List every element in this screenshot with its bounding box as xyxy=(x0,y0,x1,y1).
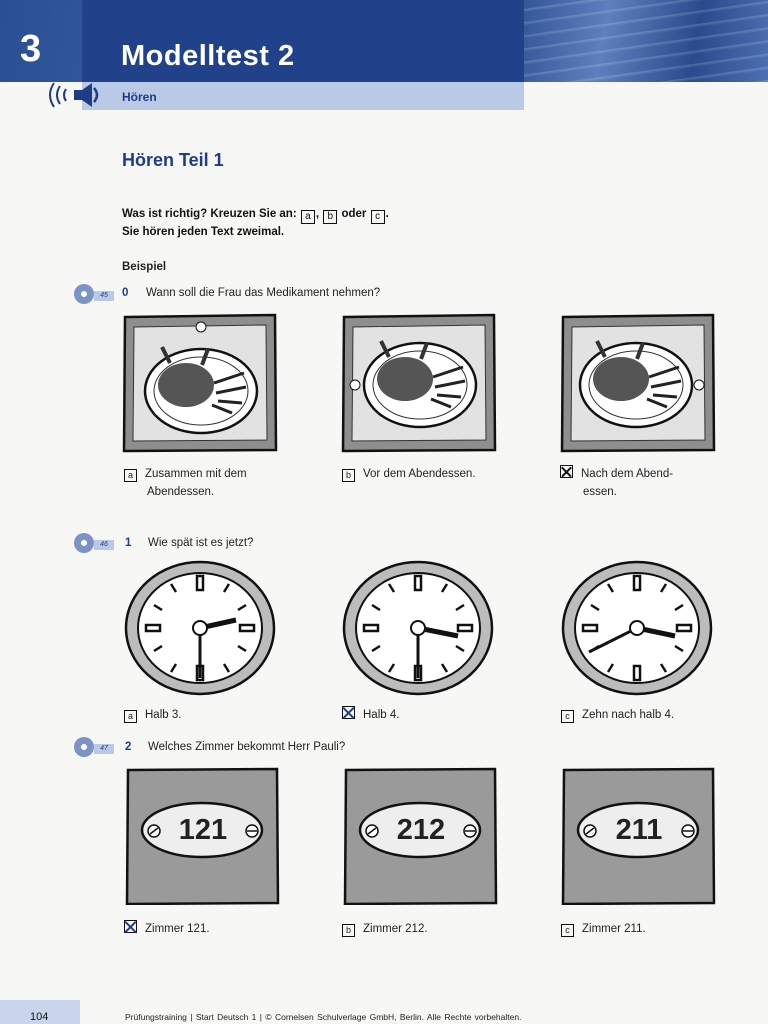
option-a[interactable] xyxy=(124,465,247,501)
section-title: Hören Teil 1 xyxy=(122,150,224,170)
option-text-line2: essen. xyxy=(583,486,617,498)
question-text: Wie spät ist es jetzt? xyxy=(148,537,254,549)
checkbox-c[interactable]: c xyxy=(561,924,574,937)
option-b[interactable] xyxy=(342,706,399,724)
track-number: 47 xyxy=(94,744,114,754)
question-number: 0 xyxy=(122,287,129,299)
checkbox-c-checked[interactable] xyxy=(560,465,573,478)
room-number: 211 xyxy=(615,814,663,846)
checkbox-b[interactable]: b xyxy=(342,469,355,482)
page-number: 104 xyxy=(30,1011,49,1023)
track-number: 46 xyxy=(94,540,114,550)
option-text: Zehn nach halb 4. xyxy=(582,709,675,721)
option-c[interactable] xyxy=(561,706,674,724)
option-c[interactable] xyxy=(560,465,673,501)
option-text: Halb 3. xyxy=(145,709,182,721)
chapter-number: 3 xyxy=(20,28,42,70)
page-title: Modelltest 2 xyxy=(121,40,295,72)
checkbox-c[interactable]: c xyxy=(561,710,574,723)
option-text: Vor dem Abendessen. xyxy=(363,468,476,480)
page-number-tab xyxy=(0,1000,80,1024)
question-number: 1 xyxy=(125,537,132,549)
option-text: Zimmer 211. xyxy=(582,923,646,935)
option-text: Nach dem Abend- xyxy=(581,468,674,480)
option-a[interactable] xyxy=(124,706,181,724)
instructions: Was ist richtig? Kreuzen Sie an: a , b oder c . Sie hören jeden Text zweimal. xyxy=(122,208,389,238)
answer-box-a: a xyxy=(301,210,315,224)
answer-box-c: c xyxy=(371,210,385,224)
option-text-line2: Abendessen. xyxy=(147,486,215,498)
plate-picture-c xyxy=(560,313,716,453)
option-a[interactable] xyxy=(124,920,210,938)
plate-picture-a xyxy=(122,313,278,453)
room-sign-picture-a xyxy=(125,767,280,905)
cd-track-icon xyxy=(74,737,118,753)
checkbox-a[interactable]: a xyxy=(124,469,137,482)
room-sign-picture-c xyxy=(561,767,716,905)
cd-track-icon xyxy=(74,533,118,549)
clock-picture-c xyxy=(561,560,713,696)
room-sign-picture-b xyxy=(343,767,498,905)
clock-picture-a xyxy=(124,560,276,696)
cd-track-icon xyxy=(74,284,118,300)
checkbox-a[interactable]: a xyxy=(124,710,137,723)
example-label: Beispiel xyxy=(122,261,167,273)
checkbox-b-checked[interactable] xyxy=(342,706,355,719)
room-number: 121 xyxy=(178,814,228,846)
room-number: 212 xyxy=(396,814,446,846)
checkbox-b[interactable]: b xyxy=(342,924,355,937)
instructions-period: . xyxy=(385,208,389,220)
checkbox-a-checked[interactable] xyxy=(124,920,137,933)
instructions-prefix: Was ist richtig? Kreuzen Sie an: xyxy=(122,208,297,220)
option-text: Zusammen mit dem xyxy=(145,468,247,480)
option-text: Zimmer 212. xyxy=(363,923,428,935)
speaker-icon xyxy=(44,78,110,112)
answer-box-b: b xyxy=(323,210,337,224)
option-b[interactable] xyxy=(342,465,476,483)
question-text: Wann soll die Frau das Medikament nehmen? xyxy=(146,287,381,299)
option-b[interactable] xyxy=(342,920,428,938)
footer-text: Prüfungstraining | Start Deutsch 1 | © Cornelsen Schulverlage GmbH, Berlin. Alle Rechte vorbehalten. xyxy=(125,1012,522,1022)
header-decoration xyxy=(520,0,768,82)
option-text: Zimmer 121. xyxy=(145,923,210,935)
option-text: Halb 4. xyxy=(363,709,400,721)
clock-picture-b xyxy=(342,560,494,696)
instructions-line2: Sie hören jeden Text zweimal. xyxy=(122,226,285,238)
option-c[interactable] xyxy=(561,920,646,938)
question-number: 2 xyxy=(125,741,132,753)
track-number: 45 xyxy=(94,291,114,301)
question-text: Welches Zimmer bekommt Herr Pauli? xyxy=(148,741,346,753)
instructions-oder: oder xyxy=(341,208,367,220)
page-subtitle: Hören xyxy=(122,90,157,104)
plate-picture-b xyxy=(341,313,497,453)
